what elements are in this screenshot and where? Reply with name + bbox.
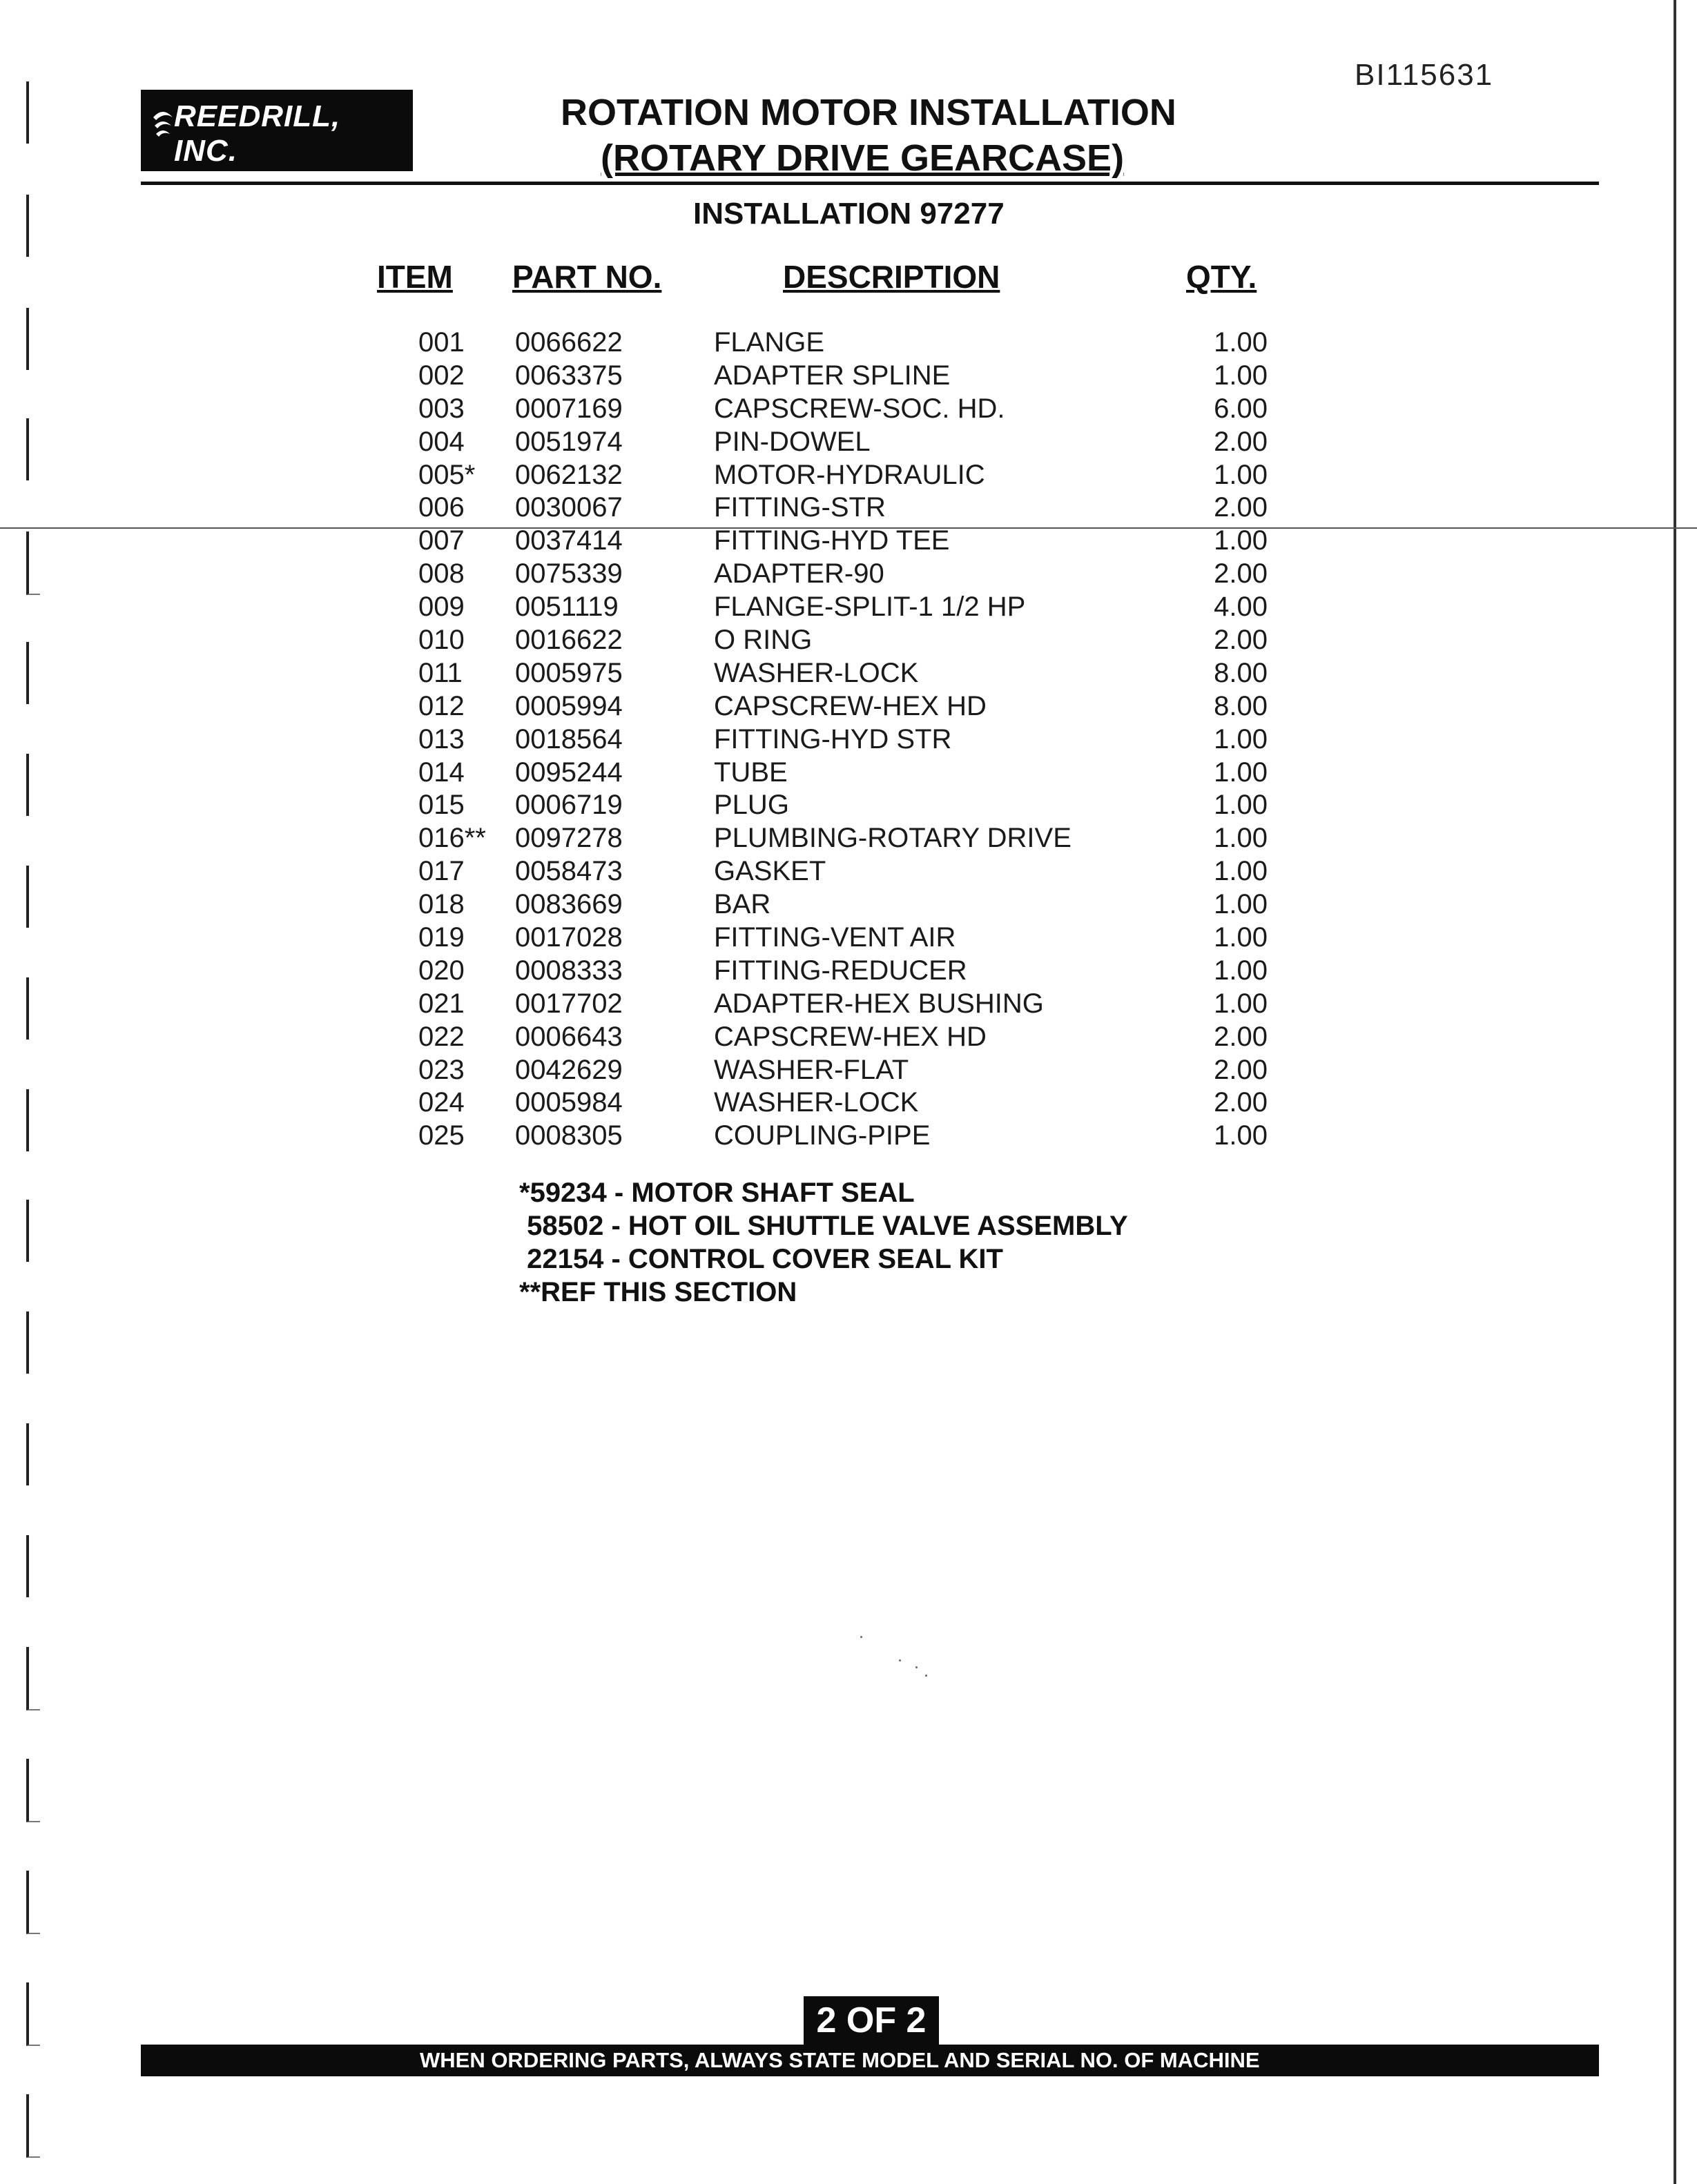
table-row [387,756,1284,789]
note-ref-section: **REF THIS SECTION [519,1277,797,1307]
table-row [387,954,1284,987]
footer-bar [141,2045,1599,2076]
part-number: 0030067 [515,492,623,523]
part-qty: 2.00 [1214,1054,1268,1085]
part-number: 0016622 [515,625,623,656]
company-logo [141,90,413,171]
ordering-note: WHEN ORDERING PARTS, ALWAYS STATE MODEL AND SERIAL NO. OF MACHINE [420,2048,1260,2072]
table-row [387,392,1284,425]
part-qty: 1.00 [1214,790,1268,821]
part-description: CAPSCREW-SOC. HD. [714,393,1005,424]
part-description: WASHER-FLAT [714,1054,909,1085]
part-description: FLANGE-SPLIT-1 1/2 HP [714,592,1026,623]
part-number: 0042629 [515,1054,623,1085]
margin-mark [26,1089,40,1151]
note-motor-shaft-seal: *59234 - MOTOR SHAFT SEAL [519,1178,915,1208]
part-description: FITTING-HYD TEE [714,525,950,556]
table-row [387,326,1284,359]
item-number: 004 [418,426,465,457]
table-row [387,723,1284,756]
item-number: 006 [418,492,465,523]
page-right-edge [1674,0,1676,2184]
part-qty: 2.00 [1214,492,1268,523]
part-description: BAR [714,889,771,920]
part-qty: 1.00 [1214,988,1268,1019]
margin-mark [26,81,40,144]
part-number: 0006643 [515,1021,623,1052]
margin-mark [26,532,40,595]
table-row [387,557,1284,590]
table-row [387,788,1284,821]
scan-speck [925,1675,927,1677]
part-number: 0095244 [515,757,623,788]
item-number: 014 [418,757,465,788]
part-qty: 1.00 [1214,327,1268,358]
page-subtitle: (ROTARY DRIVE GEARCASE) [601,137,1125,179]
part-description: PLUG [714,790,789,821]
part-qty: 1.00 [1214,856,1268,887]
table-row [387,656,1284,690]
margin-mark [26,1647,40,1710]
part-qty: 8.00 [1214,690,1268,721]
item-number: 007 [418,525,465,556]
table-row [387,425,1284,458]
part-description: CAPSCREW-HEX HD [714,690,987,721]
part-number: 0083669 [515,889,623,920]
scan-speck [915,1666,918,1668]
part-number: 0006719 [515,790,623,821]
page-indicator: 2 OF 2 [804,1996,939,2045]
item-number: 015 [418,790,465,821]
part-number: 0075339 [515,558,623,589]
part-description: FITTING-STR [714,492,886,523]
scan-speck [899,1659,901,1661]
table-row [387,1020,1284,1053]
part-number: 0008305 [515,1120,623,1151]
title-rule [141,182,1599,185]
part-qty: 8.00 [1214,657,1268,688]
part-qty: 2.00 [1214,1087,1268,1118]
part-number: 0007169 [515,393,623,424]
part-description: FITTING-HYD STR [714,723,952,754]
item-number: 017 [418,856,465,887]
item-number: 024 [418,1087,465,1118]
part-qty: 1.00 [1214,723,1268,754]
part-description: GASKET [714,856,826,887]
item-number: 013 [418,723,465,754]
part-description: PIN-DOWEL [714,426,871,457]
table-row [387,623,1284,656]
margin-mark [26,2094,40,2158]
part-qty: 1.00 [1214,823,1268,854]
table-row [387,590,1284,623]
part-description: PLUMBING-ROTARY DRIVE [714,823,1071,854]
item-number: 018 [418,889,465,920]
item-number: 012 [418,690,465,721]
part-description: TUBE [714,757,788,788]
margin-mark [26,754,40,816]
parts-table [387,326,1284,1152]
item-number: 005* [418,459,476,490]
part-number: 0005984 [515,1087,623,1118]
part-qty: 1.00 [1214,459,1268,490]
table-row [387,855,1284,888]
page-title: ROTATION MOTOR INSTALLATION [561,92,1176,133]
table-row [387,1119,1284,1152]
part-qty: 1.00 [1214,525,1268,556]
part-description: CAPSCREW-HEX HD [714,1021,987,1052]
note-shuttle-valve: 58502 - HOT OIL SHUTTLE VALVE ASSEMBLY [519,1211,1128,1241]
item-number: 023 [418,1054,465,1085]
item-number: 008 [418,558,465,589]
table-row [387,1053,1284,1086]
item-number: 016** [418,823,486,854]
part-description: WASHER-LOCK [714,657,919,688]
part-qty: 1.00 [1214,889,1268,920]
table-row [387,458,1284,491]
part-number: 0005994 [515,690,623,721]
column-header-qty: QTY. [1186,259,1257,295]
drill-swirl-icon [149,102,177,144]
part-description: ADAPTER-HEX BUSHING [714,988,1044,1019]
part-description: ADAPTER-90 [714,558,884,589]
part-qty: 2.00 [1214,1021,1268,1052]
item-number: 003 [418,393,465,424]
margin-mark [26,1312,40,1374]
part-qty: 1.00 [1214,360,1268,391]
part-description: FLANGE [714,327,825,358]
item-number: 010 [418,625,465,656]
item-number: 002 [418,360,465,391]
part-description: WASHER-LOCK [714,1087,919,1118]
part-description: O RING [714,625,813,656]
part-qty: 1.00 [1214,922,1268,953]
part-number: 0017702 [515,988,623,1019]
item-number: 019 [418,922,465,953]
item-number: 011 [418,657,463,688]
table-row [387,987,1284,1020]
part-qty: 6.00 [1214,393,1268,424]
part-description: FITTING-REDUCER [714,955,967,986]
part-qty: 2.00 [1214,625,1268,656]
column-header-part-no: PART NO. [512,259,662,295]
margin-mark [26,1871,40,1934]
margin-mark [26,1200,40,1262]
table-row [387,888,1284,921]
margin-mark [26,1759,40,1822]
part-description: ADAPTER SPLINE [714,360,951,391]
item-number: 021 [418,988,465,1019]
item-number: 022 [418,1021,465,1052]
part-qty: 2.00 [1214,426,1268,457]
part-number: 0066622 [515,327,623,358]
part-description: FITTING-VENT AIR [714,922,956,953]
margin-mark [26,418,40,480]
scan-speck [860,1636,862,1638]
part-number: 0005975 [515,657,623,688]
column-header-item: ITEM [377,259,453,295]
margin-mark [26,1535,40,1597]
column-header-description: DESCRIPTION [783,259,1000,295]
margin-mark [26,642,40,704]
table-row [387,524,1284,557]
part-description: COUPLING-PIPE [714,1120,931,1151]
table-row [387,491,1284,524]
margin-mark [26,1423,40,1485]
part-number: 0051119 [515,592,619,623]
margin-mark [26,308,40,370]
part-qty: 2.00 [1214,558,1268,589]
part-number: 0051974 [515,426,623,457]
part-number: 0008333 [515,955,623,986]
part-qty: 1.00 [1214,757,1268,788]
part-number: 0063375 [515,360,623,391]
part-number: 0018564 [515,723,623,754]
margin-mark [26,866,40,928]
table-row [387,690,1284,723]
part-qty: 1.00 [1214,955,1268,986]
part-number: 0097278 [515,823,623,854]
part-description: MOTOR-HYDRAULIC [714,459,985,490]
part-qty: 1.00 [1214,1120,1268,1151]
part-number: 0058473 [515,856,623,887]
part-number: 0062132 [515,459,623,490]
table-row [387,359,1284,392]
margin-mark [26,977,40,1040]
part-number: 0017028 [515,922,623,953]
item-number: 009 [418,592,465,623]
margin-mark [26,195,40,257]
installation-number: INSTALLATION 97277 [693,197,1005,231]
document-id: BI115631 [1355,58,1494,92]
table-row [387,821,1284,855]
part-qty: 4.00 [1214,592,1268,623]
company-name: REEDRILL, INC. [174,99,341,168]
note-seal-kit: 22154 - CONTROL COVER SEAL KIT [519,1244,1003,1274]
item-number: 025 [418,1120,465,1151]
margin-mark [26,1982,40,2046]
item-number: 001 [418,327,465,358]
part-number: 0037414 [515,525,623,556]
item-number: 020 [418,955,465,986]
table-row [387,921,1284,954]
table-row [387,1086,1284,1119]
